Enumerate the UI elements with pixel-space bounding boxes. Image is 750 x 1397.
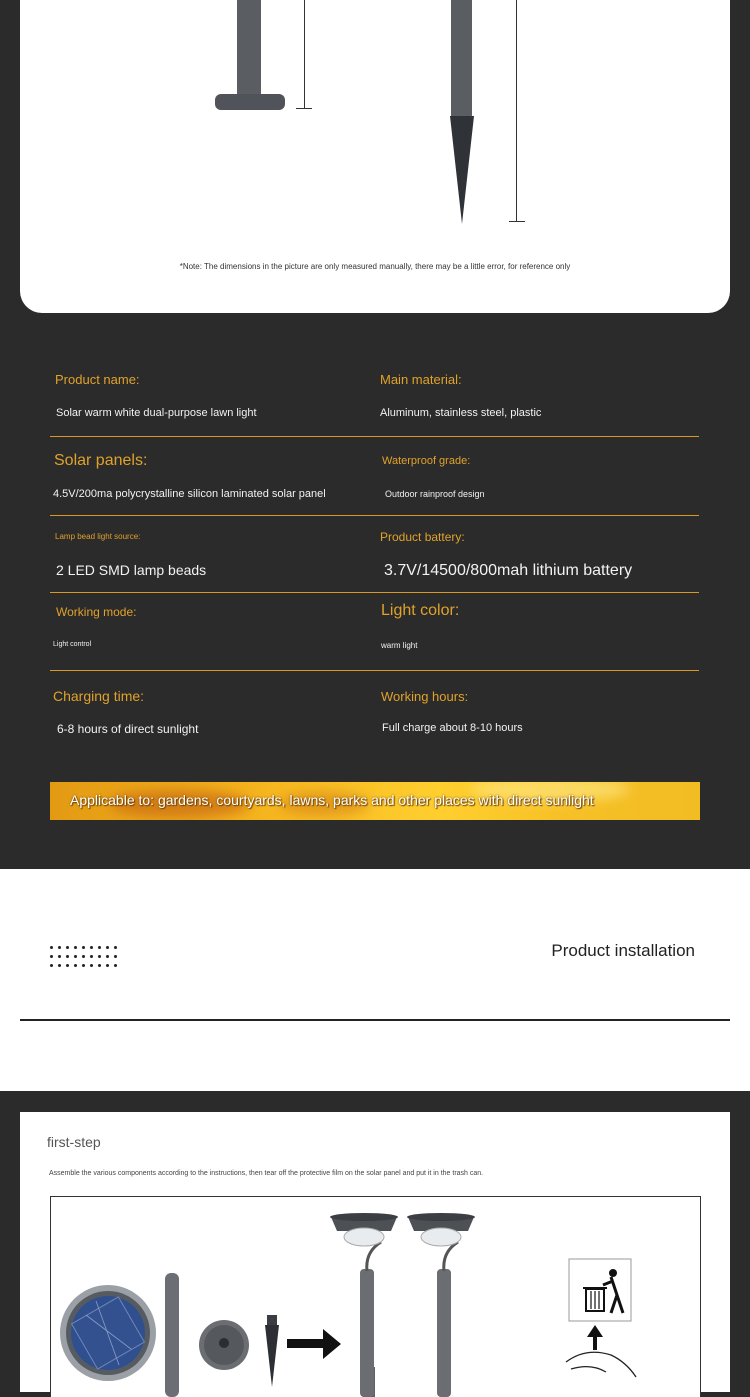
dimension-tick-long [509, 221, 525, 222]
spec-divider [50, 436, 699, 437]
trash-can-icon [569, 1259, 631, 1321]
dot [114, 946, 117, 949]
spec-value-working-hours: Full charge about 8-10 hours [382, 722, 523, 734]
step-title: first-step [47, 1134, 101, 1150]
dot [66, 955, 69, 958]
spec-label-main-material: Main material: [380, 372, 462, 387]
dot [106, 964, 109, 967]
installation-header [0, 869, 750, 1091]
spec-label-solar-panels: Solar panels: [54, 452, 148, 469]
dot [74, 946, 77, 949]
assembly-arrow [287, 1329, 341, 1359]
dot [114, 964, 117, 967]
dot-grid-decoration [50, 946, 120, 976]
dot [98, 946, 101, 949]
dot [98, 955, 101, 958]
dot [58, 964, 61, 967]
dot [58, 946, 61, 949]
dot [82, 946, 85, 949]
dot [58, 955, 61, 958]
installation-title: Product installation [551, 941, 695, 960]
dot [98, 964, 101, 967]
dot [106, 946, 109, 949]
spec-value-product-name: Solar warm white dual-purpose lawn light [56, 407, 257, 419]
up-arrow [587, 1325, 603, 1350]
dot [82, 964, 85, 967]
assembled-lamp-2 [407, 1213, 475, 1397]
spec-label-product-name: Product name: [55, 372, 140, 387]
spec-value-waterproof: Outdoor rainproof design [385, 489, 485, 499]
dot [50, 946, 53, 949]
assembled-lamp-1 [330, 1213, 398, 1397]
dot [50, 964, 53, 967]
hand-sketch [566, 1352, 636, 1377]
spec-value-solar-panels: 4.5V/200ma polycrystalline silicon laminated solar panel [53, 488, 326, 500]
assembly-drawing [51, 1197, 700, 1397]
ground-spike [446, 116, 478, 226]
dot [74, 964, 77, 967]
dimension-tick-short [296, 108, 312, 109]
spec-value-main-material: Aluminum, stainless steel, plastic [380, 407, 542, 419]
dot [66, 946, 69, 949]
spec-divider [50, 670, 699, 671]
base-disc-part [199, 1320, 249, 1370]
solar-panel-disc [60, 1285, 156, 1381]
dot [114, 955, 117, 958]
spec-label-light-color: Light color: [381, 602, 460, 619]
applicable-text: Applicable to: gardens, courtyards, lawns, parks and other places with direct sunlight [70, 792, 594, 808]
lamp-pole-long [451, 0, 472, 118]
spec-value-lamp-bead: 2 LED SMD lamp beads [56, 562, 207, 578]
dot [82, 955, 85, 958]
applicable-banner [50, 782, 700, 820]
spec-value-battery: 3.7V/14500/800mah lithium battery [384, 562, 633, 579]
dot [74, 955, 77, 958]
spec-label-waterproof: Waterproof grade: [382, 455, 471, 467]
dot [90, 955, 93, 958]
spec-label-lamp-bead: Lamp bead light source: [55, 532, 141, 541]
step-description: Assemble the various components according to the instructions, then tear off the protective film on the solar panel and put it in the trash can. [49, 1170, 484, 1177]
dot [50, 955, 53, 958]
spec-divider [50, 515, 699, 516]
dimension-note: *Note: The dimensions in the picture are only measured manually, there may be a little error, for reference only [179, 262, 571, 271]
spec-label-battery: Product battery: [380, 530, 465, 544]
spec-value-charging-time: 6-8 hours of direct sunlight [57, 722, 199, 736]
spec-value-light-color: warm light [381, 641, 418, 650]
spec-label-working-mode: Working mode: [56, 605, 137, 619]
dot [90, 964, 93, 967]
dot [66, 964, 69, 967]
spec-divider [50, 592, 699, 593]
lamp-pole-short [237, 0, 261, 96]
lamp-base-disc [215, 94, 285, 110]
assembly-illustration [50, 1196, 701, 1397]
dimension-line-short [304, 0, 305, 109]
spec-label-working-hours: Working hours: [381, 689, 469, 704]
installation-divider [20, 1019, 730, 1021]
spec-value-working-mode: Light control [53, 641, 92, 648]
spec-label-charging-time: Charging time: [53, 688, 145, 704]
spike-part [265, 1315, 279, 1387]
dot [90, 946, 93, 949]
pole-part [165, 1273, 179, 1397]
dot [106, 955, 109, 958]
dimension-line-long [516, 0, 517, 222]
